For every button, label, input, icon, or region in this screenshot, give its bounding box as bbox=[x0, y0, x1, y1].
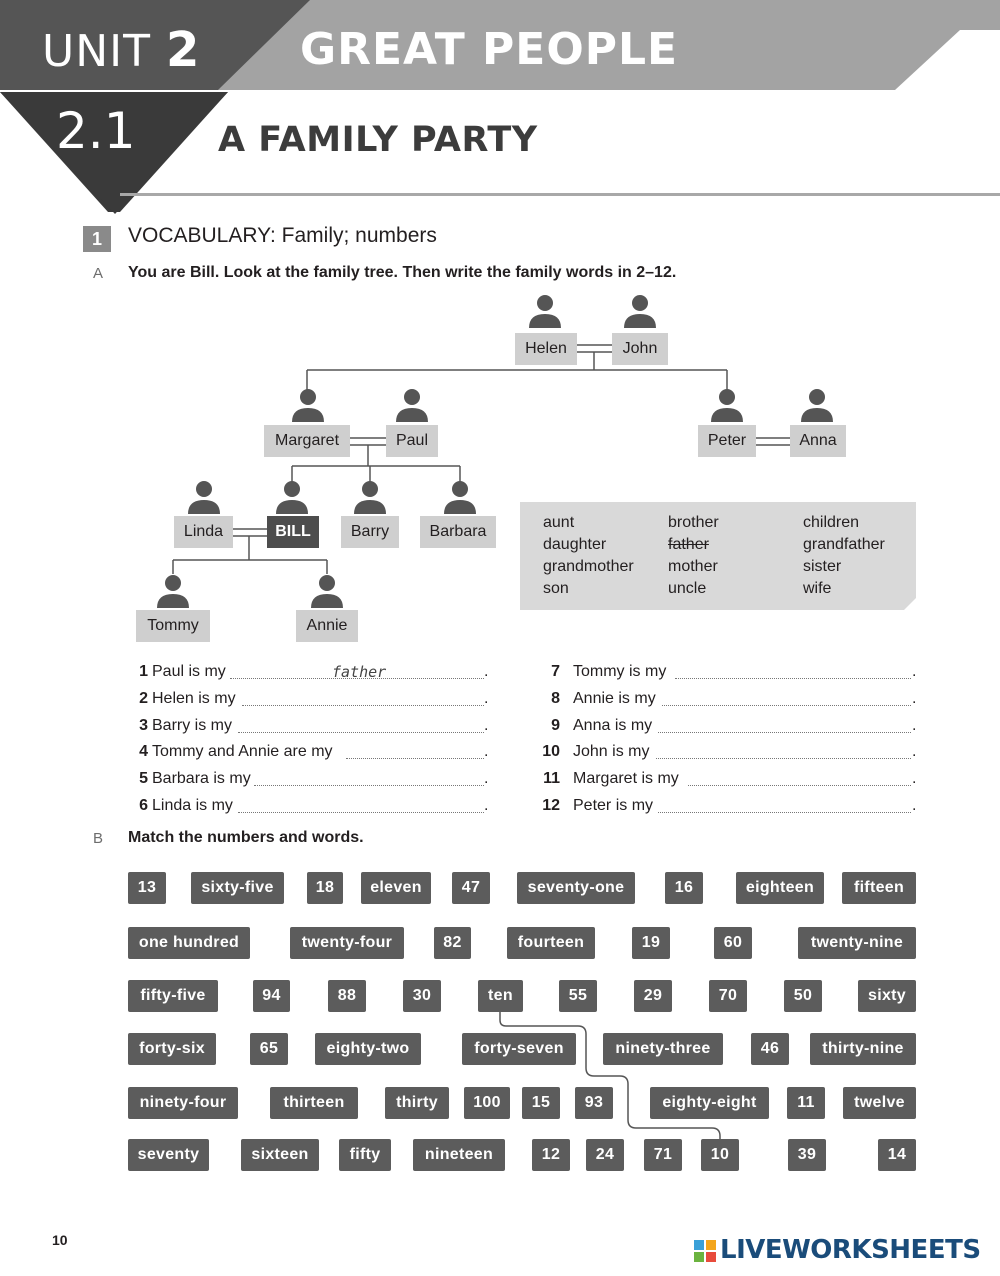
section-title: VOCABULARY: Family; numbers bbox=[128, 224, 437, 247]
match-tag[interactable]: sixty bbox=[858, 980, 916, 1012]
match-tag[interactable]: fourteen bbox=[507, 927, 595, 959]
exercise-item: 9 Anna is my . bbox=[551, 717, 917, 734]
tree-name-barry: Barry bbox=[341, 516, 399, 548]
match-tag[interactable]: forty-seven bbox=[462, 1033, 576, 1065]
lesson-title: A FAMILY PARTY bbox=[218, 120, 538, 160]
match-tag[interactable]: ten bbox=[478, 980, 523, 1012]
word-item: uncle bbox=[668, 580, 707, 597]
match-tag[interactable]: eleven bbox=[361, 872, 431, 904]
tree-name-john: John bbox=[612, 333, 668, 365]
section-number: 1 bbox=[83, 226, 111, 252]
match-tag[interactable]: one hundred bbox=[128, 927, 250, 959]
exercise-item: 12 Peter is my . bbox=[542, 797, 917, 814]
match-tag[interactable]: 55 bbox=[559, 980, 597, 1012]
match-tag[interactable]: 24 bbox=[586, 1139, 624, 1171]
match-tag[interactable]: 15 bbox=[522, 1087, 560, 1119]
match-tag[interactable]: 10 bbox=[701, 1139, 739, 1171]
word-item: grandfather bbox=[803, 536, 885, 553]
tree-name-helen: Helen bbox=[515, 333, 577, 365]
match-tag[interactable]: twelve bbox=[843, 1087, 916, 1119]
match-tag[interactable]: 88 bbox=[328, 980, 366, 1012]
match-tag[interactable]: 46 bbox=[751, 1033, 789, 1065]
match-tag[interactable]: seventy bbox=[128, 1139, 209, 1171]
word-item: son bbox=[543, 580, 569, 597]
exercise-item: 5 Barbara is my . bbox=[139, 770, 489, 787]
tree-name-tommy: Tommy bbox=[136, 610, 210, 642]
word-item: aunt bbox=[543, 514, 575, 531]
exercise-item: 1 Paul is my father . bbox=[128, 660, 490, 684]
tree-name-margaret: Margaret bbox=[264, 425, 350, 457]
match-tag[interactable]: 100 bbox=[464, 1087, 510, 1119]
match-tag[interactable]: 50 bbox=[784, 980, 822, 1012]
match-tag[interactable]: fifty-five bbox=[128, 980, 218, 1012]
match-tag[interactable]: eighty-eight bbox=[650, 1087, 769, 1119]
match-tag[interactable]: seventy-one bbox=[517, 872, 635, 904]
match-tag[interactable]: 47 bbox=[452, 872, 490, 904]
match-tag[interactable]: thirty bbox=[385, 1087, 449, 1119]
tree-name-bill: BILL bbox=[267, 516, 319, 548]
match-tag[interactable]: eighty-two bbox=[315, 1033, 421, 1065]
exercise-item: 11 Margaret is my . bbox=[543, 770, 917, 787]
exercise-item: 7 Tommy is my . bbox=[551, 663, 917, 680]
match-tag[interactable]: twenty-four bbox=[290, 927, 404, 959]
match-tag[interactable]: 19 bbox=[632, 927, 670, 959]
match-tag[interactable]: ninety-three bbox=[603, 1033, 723, 1065]
unit-label: UNIT 2 bbox=[42, 22, 201, 78]
lesson-number: 2.1 bbox=[56, 102, 136, 160]
answer-text: father bbox=[332, 663, 387, 681]
match-tag[interactable]: 18 bbox=[307, 872, 343, 904]
match-tag[interactable]: 65 bbox=[250, 1033, 288, 1065]
tree-name-barbara: Barbara bbox=[420, 516, 496, 548]
part-a-instruction: You are Bill. Look at the family tree. Then write the family words in 2–12. bbox=[128, 264, 677, 281]
match-tag[interactable]: fifteen bbox=[842, 872, 916, 904]
exercise-item: 8 Annie is my . bbox=[551, 690, 917, 707]
word-item: children bbox=[803, 514, 860, 531]
word-item: sister bbox=[803, 558, 842, 575]
word-item-crossed-out: father bbox=[668, 536, 709, 553]
match-tag[interactable]: fifty bbox=[339, 1139, 391, 1171]
match-tag[interactable]: 70 bbox=[709, 980, 747, 1012]
exercise-item: 6 Linda is my . bbox=[139, 797, 489, 814]
tree-name-annie: Annie bbox=[296, 610, 358, 642]
word-item: grandmother bbox=[543, 558, 634, 575]
unit-title: GREAT PEOPLE bbox=[300, 24, 679, 75]
match-tag[interactable]: 60 bbox=[714, 927, 752, 959]
exercise-item: 2 Helen is my . bbox=[139, 690, 489, 707]
match-tag[interactable]: forty-six bbox=[128, 1033, 216, 1065]
match-tag[interactable]: 71 bbox=[644, 1139, 682, 1171]
tree-name-anna: Anna bbox=[790, 425, 846, 457]
match-tag[interactable]: sixty-five bbox=[191, 872, 284, 904]
match-tag[interactable]: eighteen bbox=[736, 872, 824, 904]
match-tag[interactable]: 30 bbox=[403, 980, 441, 1012]
part-b-letter: B bbox=[93, 830, 104, 847]
exercise-item: 3 Barry is my . bbox=[139, 717, 489, 734]
match-tag[interactable]: 11 bbox=[787, 1087, 825, 1119]
match-tag[interactable]: 39 bbox=[788, 1139, 826, 1171]
match-tag[interactable]: thirty-nine bbox=[810, 1033, 916, 1065]
match-tag[interactable]: ninety-four bbox=[128, 1087, 238, 1119]
word-item: brother bbox=[668, 514, 719, 531]
page-number: 10 bbox=[52, 1232, 68, 1248]
tree-name-linda: Linda bbox=[174, 516, 233, 548]
tree-name-peter: Peter bbox=[698, 425, 756, 457]
match-tag[interactable]: sixteen bbox=[241, 1139, 319, 1171]
match-tag[interactable]: 29 bbox=[634, 980, 672, 1012]
match-tag[interactable]: 82 bbox=[434, 927, 471, 959]
match-tag[interactable]: 16 bbox=[665, 872, 703, 904]
match-tag[interactable]: 13 bbox=[128, 872, 166, 904]
match-tag[interactable]: twenty-nine bbox=[798, 927, 916, 959]
word-item: mother bbox=[668, 558, 718, 575]
part-a-letter: A bbox=[93, 265, 104, 282]
match-tag[interactable]: nineteen bbox=[413, 1139, 505, 1171]
match-tag[interactable]: 14 bbox=[878, 1139, 916, 1171]
match-tag[interactable]: 94 bbox=[253, 980, 290, 1012]
match-tag[interactable]: 12 bbox=[532, 1139, 570, 1171]
exercise-item: 10 John is my . bbox=[542, 743, 917, 760]
word-item: daughter bbox=[543, 536, 607, 553]
word-item: wife bbox=[803, 580, 832, 597]
liveworksheets-logo-icon bbox=[694, 1240, 716, 1262]
brand-name: LIVEWORKSHEETS bbox=[720, 1235, 981, 1265]
part-b-instruction: Match the numbers and words. bbox=[128, 829, 364, 846]
match-tag[interactable]: thirteen bbox=[270, 1087, 358, 1119]
match-tag[interactable]: 93 bbox=[575, 1087, 613, 1119]
exercise-item: 4 Tommy and Annie are my . bbox=[139, 743, 489, 760]
tree-name-paul: Paul bbox=[386, 425, 438, 457]
